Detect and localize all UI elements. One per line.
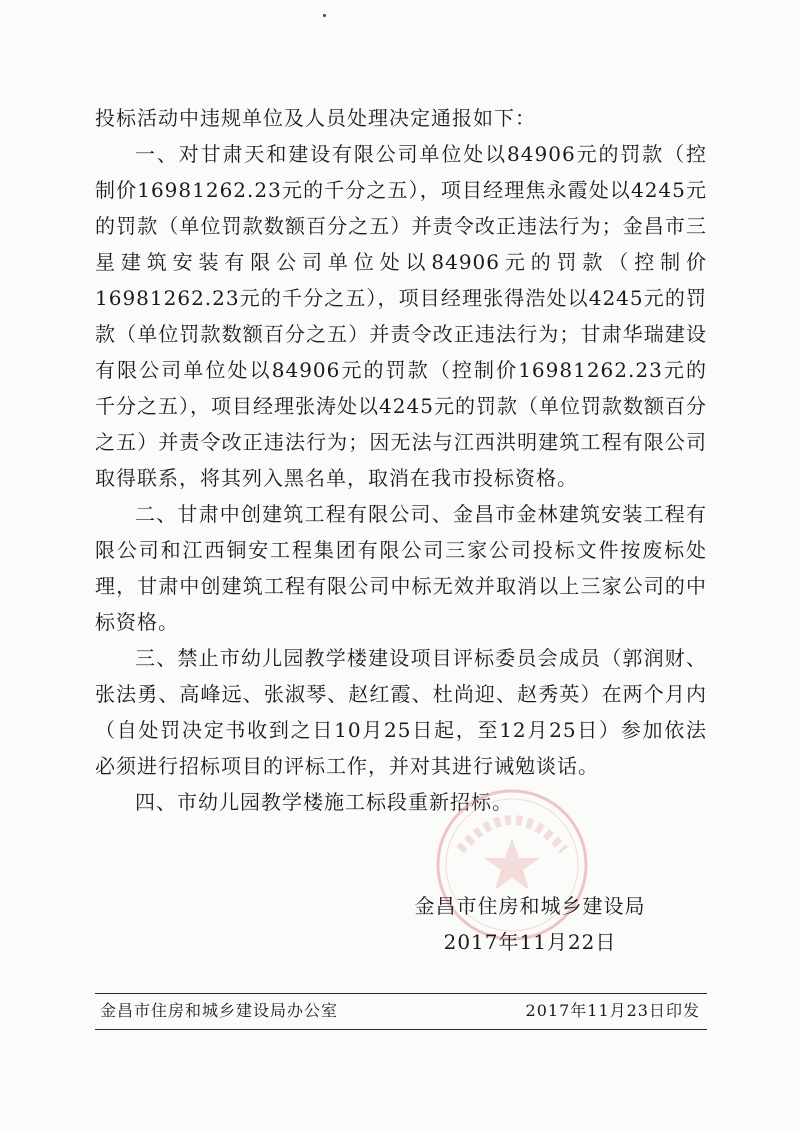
issue-date: 2017年11月22日: [443, 930, 617, 954]
paragraph-1: 一、对甘肃天和建设有限公司单位处以84906元的罚款（控制价16981262.23元的千分之五），项目经理焦永霞处以4245元的罚款（单位罚款数额百分之五）并责令改正违法行为；金昌市三星建筑安装有限公司单位处以84906元的罚款（控制价16981262.23元的千分之五），项目经理张得浩处以4245元的罚款（单位罚款数额百分之五）并责令改正违法行为；甘肃华瑞建设有限公司单位处以84906元的罚款（控制价16981262.23元的千分之五），项目经理张涛处以4245元的罚款（单位罚款数额百分之五）并责令改正违法行为；因无法与江西洪明建筑工程有限公司取得联系，将其列入黑名单，取消在我市投标资格。: [95, 142, 707, 490]
document-body: [95, 100, 707, 820]
footer-rule-bottom: [95, 1029, 707, 1030]
footer-rule-top: [95, 993, 707, 994]
intro-line: 投标活动中违规单位及人员处理决定通报如下：: [95, 106, 536, 130]
issuer-name: 金昌市住房和城乡建设局: [414, 894, 646, 918]
signature-block: [380, 888, 680, 960]
paragraph-3: 三、禁止市幼儿园教学楼建设项目评标委员会成员（郭润财、张法勇、高峰远、张淑琴、赵红霞、杜尚迎、赵秀英）在两个月内（自处罚决定书收到之日10月25日起，至12月25日）参加依法必须进行招标项目的评标工作，并对其进行诫勉谈话。: [95, 646, 707, 778]
paragraph-2: 二、甘肃中创建筑工程有限公司、金昌市金林建筑安装工程有限公司和江西铜安工程集团有限公司三家公司投标文件按废标处理，甘肃中创建筑工程有限公司中标无效并取消以上三家公司的中标资格。: [95, 502, 707, 634]
footer-office: 金昌市住房和城乡建设局办公室: [100, 1001, 339, 1020]
paragraph-4: 四、市幼儿园教学楼施工标段重新招标。: [135, 790, 513, 814]
footer: [100, 999, 700, 1023]
footer-print-date: 2017年11月23日印发: [525, 1001, 700, 1020]
scan-speck: [323, 14, 326, 17]
